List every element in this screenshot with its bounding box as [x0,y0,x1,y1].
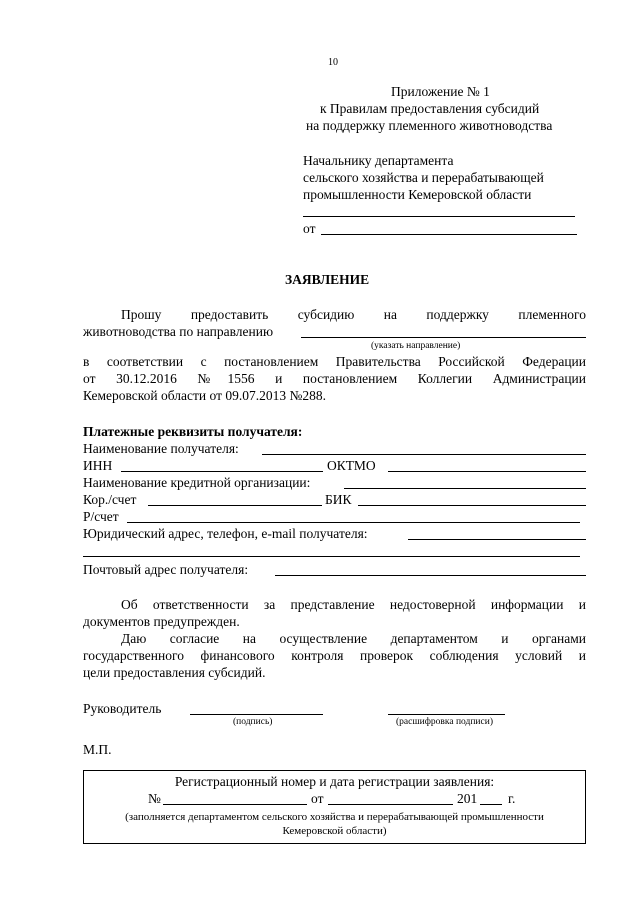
addressee-from-field[interactable] [321,234,577,235]
registration-number-field[interactable] [163,804,307,805]
bank-name-field[interactable] [344,488,586,489]
addressee-line-2: сельского хозяйства и перерабатывающей [303,170,544,185]
account-field[interactable] [127,522,580,523]
responsibility-line-2: документов предупрежден. [83,614,240,629]
registration-note-line-2: Кемеровской области) [282,825,387,837]
request-word: Прошу [121,307,162,322]
postal-address-label: Почтовый адрес получателя: [83,562,249,577]
signature-decode-hint: (расшифровка подписи) [396,717,493,727]
legal-address-field[interactable] [408,539,586,540]
consent-line-3: цели предоставления субсидий. [83,665,266,680]
addressee-line-3: промышленности Кемеровской области [303,187,532,202]
registration-number-label: № [148,791,161,806]
addressee-line-1: Начальнику департамента [303,153,454,168]
bik-field[interactable] [358,505,586,506]
postal-address-field[interactable] [275,575,586,576]
head-label: Руководитель [83,701,162,716]
registration-year-field[interactable] [480,804,502,805]
registration-date-label: от [311,791,324,806]
request-line-5: Кемеровской области от 09.07.2013 №288. [83,388,327,403]
consent-line-2: государственного финансового контроля проверок соблюдения условий и [83,648,586,663]
legal-address-field-extra[interactable] [83,556,580,557]
request-word: субсидию [297,307,355,322]
appendix-line-2: к Правилам предоставления субсидий [320,101,540,116]
stamp-label: М.П. [83,742,112,757]
request-word: поддержку [426,307,489,322]
registration-title: Регистрационный номер и дата регистрации заявления: [174,774,495,789]
appendix-line-3: на поддержку племенного животноводства [306,118,553,133]
document-title: ЗАЯВЛЕНИЕ [285,272,370,287]
signature-decode-field[interactable] [388,714,505,715]
payment-heading: Платежные реквизиты получателя: [83,424,303,439]
recipient-name-field[interactable] [262,454,586,455]
direction-hint: (указать направление) [371,341,461,351]
consent-line-1: Даю согласие на осуществление департаментом и органами [121,631,586,646]
direction-field[interactable] [301,337,586,338]
oktmo-label: ОКТМО [327,458,376,473]
inn-field[interactable] [121,471,323,472]
legal-address-label: Юридический адрес, телефон, e-mail получателя: [83,526,368,541]
recipient-name-label: Наименование получателя: [83,441,239,456]
request-word: предоставить [190,307,269,322]
request-line-1 [121,306,586,323]
responsibility-line-1: Об ответственности за представление недостоверной информации и [121,597,586,612]
corr-account-label: Кор./счет [83,492,137,507]
corr-account-field[interactable] [148,505,322,506]
bik-label: БИК [325,492,352,507]
request-line-3: в соответствии с постановлением Правительства Российской Федерации [83,354,586,369]
registration-year-suffix: г. [508,791,516,806]
bank-name-label: Наименование кредитной организации: [83,475,311,490]
page-number: 10 [328,57,338,68]
request-word: племенного [518,307,586,322]
request-line-2: животноводства по направлению [83,324,274,339]
account-label: Р/счет [83,509,119,524]
registration-year-prefix: 201 [457,791,478,806]
request-line-4: от 30.12.2016 №1556 и постановлением Коллегии Администрации [83,371,586,386]
oktmo-field[interactable] [388,471,586,472]
appendix-line-1: Приложение № 1 [391,84,490,99]
signature-hint: (подпись) [233,717,273,727]
addressee-blank-line[interactable] [303,216,575,217]
request-word: на [383,307,397,322]
addressee-from-label: от [303,221,316,236]
registration-date-field[interactable] [328,804,453,805]
inn-label: ИНН [83,458,113,473]
signature-field[interactable] [190,714,323,715]
registration-note-line-1: (заполняется департаментом сельского хозяйства и перерабатывающей промышленности [125,811,544,823]
